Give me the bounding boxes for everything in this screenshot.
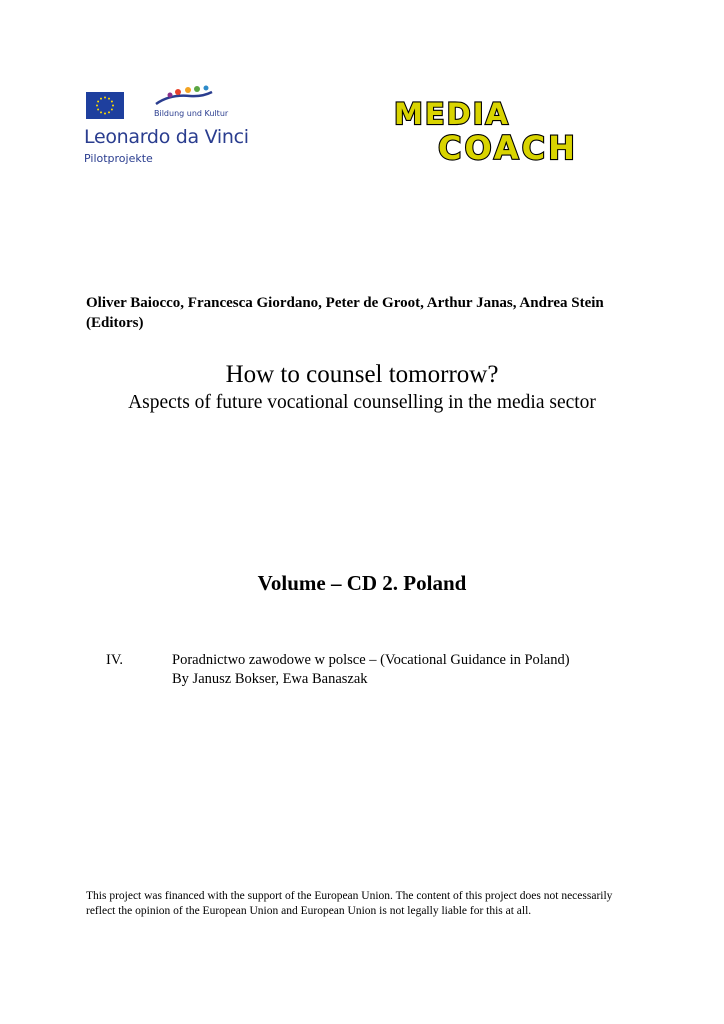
leonardo-da-vinci-logo [84, 84, 264, 180]
media-coach-line1: MEDIA [394, 97, 510, 131]
media-coach-logo [392, 96, 616, 164]
leonardo-tagline: Bildung und Kultur [154, 109, 229, 118]
leonardo-name: Leonardo da Vinci [84, 126, 249, 148]
volume-heading: Volume – CD 2. Poland [257, 571, 467, 595]
eu-disclaimer: This project was financed with the support of the European Union. The content of this project does not necessarily reflect the opinion of the European Union and European Union is not legally liable for this at all. [86, 890, 613, 917]
chapter-authors: By Janusz Bokser, Ewa Banaszak [172, 671, 368, 687]
leonardo-swoosh-icon [150, 84, 220, 110]
media-coach-line2: COACH [438, 129, 578, 164]
leonardo-subtitle: Pilotprojekte [84, 152, 153, 165]
page-title: How to counsel tomorrow? [225, 361, 499, 388]
editors-line: Oliver Baiocco, Francesca Giordano, Peter de Groot, Arthur Janas, Andrea Stein (Editors) [86, 295, 604, 331]
chapter-number: IV. [106, 652, 124, 668]
chapter-title: Poradnictwo zawodowe w polsce – (Vocational Guidance in Poland) [172, 652, 570, 668]
eu-flag-icon [86, 92, 124, 119]
page-subtitle: Aspects of future vocational counselling in the media sector [128, 392, 596, 413]
